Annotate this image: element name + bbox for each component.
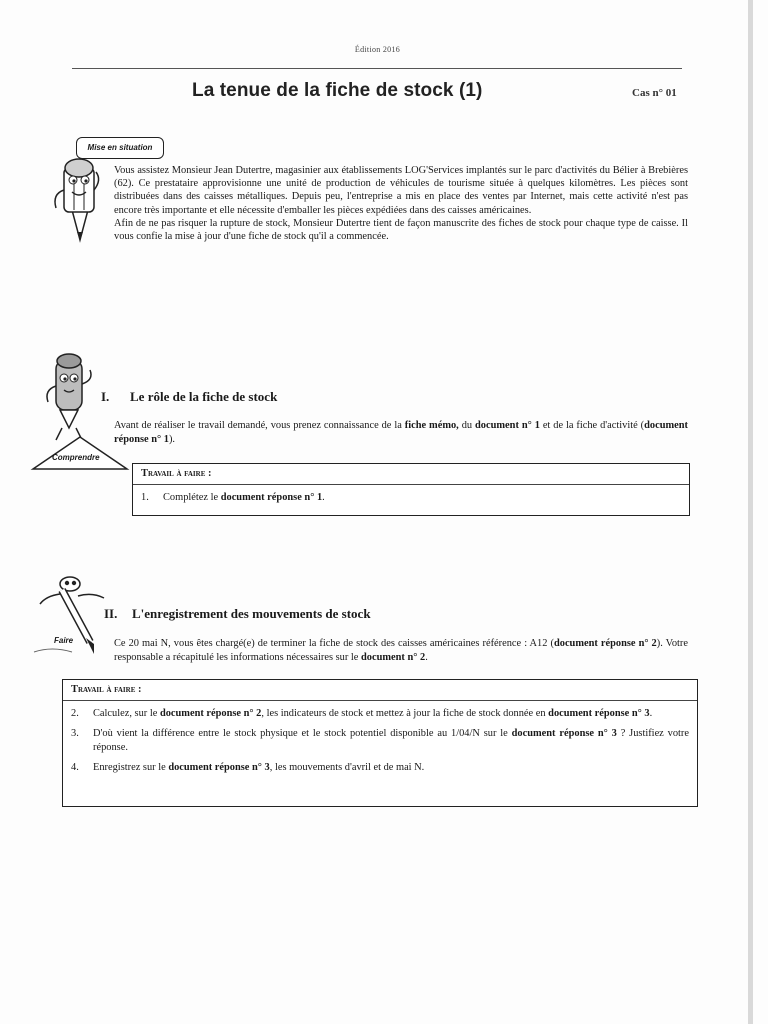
task-number: 2. xyxy=(71,708,79,719)
task-box-2-title: Travail à faire : xyxy=(71,684,142,695)
case-number: Cas n° 01 xyxy=(632,87,677,99)
task-box-1-title: Travail à faire : xyxy=(141,468,212,479)
task-text-post: , les indicateurs de stock et mettez à jour la fiche de stock donnée en xyxy=(261,708,549,719)
task-box-2 xyxy=(62,679,698,807)
task-box-1-rule xyxy=(133,484,689,485)
task-text xyxy=(93,761,689,775)
situation-bubble: Mise en situation xyxy=(76,137,164,159)
s1-text-g: ). xyxy=(168,434,176,445)
section-1-text xyxy=(114,419,688,447)
s1-text-e: et de la fiche d'activité ( xyxy=(539,420,645,431)
task-text-bold: document réponse n° 3 xyxy=(168,762,270,773)
writing-pencil-icon xyxy=(32,572,112,662)
s2-document-reponse-2: document réponse n° 2 xyxy=(553,638,657,649)
page-title: La tenue de la fiche de stock (1) xyxy=(192,80,483,101)
edition-label: Édition 2016 xyxy=(354,45,401,54)
task-item xyxy=(141,491,681,505)
s1-fiche-memo: fiche mémo, xyxy=(404,420,459,431)
task-item xyxy=(71,761,689,775)
intro-paragraph-2: Afin de ne pas risquer la rupture de stock, Monsieur Dutertre tient de façon manuscrite des fiches de stock pour chaque type de caisse. Il vous confie la mise à jour d'une fiche de stock qu'il a commencée. xyxy=(114,217,688,243)
pencil-character-icon xyxy=(44,150,104,245)
s2-text-e: . xyxy=(425,652,428,663)
comprendre-badge: Comprendre xyxy=(52,453,100,462)
task-text xyxy=(163,491,681,505)
task-text xyxy=(93,727,689,755)
task-item xyxy=(71,727,689,755)
s1-text-c: du xyxy=(458,420,476,431)
task-text-pre: Enregistrez sur le xyxy=(93,762,169,773)
task-number: 4. xyxy=(71,762,79,773)
faire-badge: Faire xyxy=(54,636,74,645)
task-number: 1. xyxy=(141,492,149,503)
s1-text-a: Avant de réaliser le travail demandé, vous prenez connaissance de la xyxy=(114,420,405,431)
s2-text-c: ). Votre responsable a récapitulé les informations nécessaires sur le xyxy=(114,638,688,663)
task-text-bold: document réponse n° 2 xyxy=(159,708,262,719)
task-text-post: ? Justifiez votre réponse. xyxy=(93,728,689,753)
intro-paragraph-1: Vous assistez Monsieur Jean Dutertre, magasinier aux établissements LOG'Services implantés sur le parc d'activités du Bélier à Brebières (62). Ce prestataire approvisionne une unité de production de véhicules de tourisme située à quelques kilomètres. Les pièces sont distribuées dans des caisses métalliques. Depuis peu, l'entreprise a mis en place des ventes par Internet, mais cette activité n'est pas encore très importante et elle nécessite d'emballer les pièces expédiées dans des caisses américaines. xyxy=(114,165,688,216)
task-text-pre: Complétez le xyxy=(163,492,221,503)
task-text-bold: document réponse n° 1 xyxy=(220,492,323,503)
section-1-number: I. xyxy=(101,389,110,404)
task-text xyxy=(93,707,689,721)
s1-document-reponse-1: document réponse n° 1 xyxy=(114,420,689,445)
task-box-2-rule xyxy=(63,700,697,701)
intro-text xyxy=(114,164,688,243)
section-2-text xyxy=(114,637,688,665)
task-text-pre: D'où vient la différence entre le stock physique et le stock potentiel disponible au 1/04/N sur le xyxy=(93,728,512,739)
task-text-pre: Calculez, sur le xyxy=(93,708,160,719)
task-item xyxy=(71,707,689,721)
task-box-1 xyxy=(132,463,690,516)
header-rule xyxy=(72,68,682,69)
s2-text-a: Ce 20 mai N, vous êtes chargé(e) de terminer la fiche de stock des caisses américaines référence : A12 ( xyxy=(114,638,554,649)
task-text-post: . xyxy=(322,492,325,503)
task-text-post-2: . xyxy=(649,708,653,719)
task-text-post: , les mouvements d'avril et de mai N. xyxy=(269,762,425,773)
task-number: 3. xyxy=(71,728,79,739)
page-edge-shadow xyxy=(748,0,753,1024)
task-text-bold: document réponse n° 3 xyxy=(511,728,617,739)
section-1-heading: Le rôle de la fiche de stock xyxy=(130,389,278,404)
section-2-number: II. xyxy=(104,606,118,621)
section-2-heading: L'enregistrement des mouvements de stock xyxy=(132,606,371,621)
s1-document-1: document n° 1 xyxy=(475,420,540,431)
s2-document-2: document n° 2 xyxy=(360,652,426,663)
task-text-bold-2: document réponse n° 3 xyxy=(548,708,650,719)
